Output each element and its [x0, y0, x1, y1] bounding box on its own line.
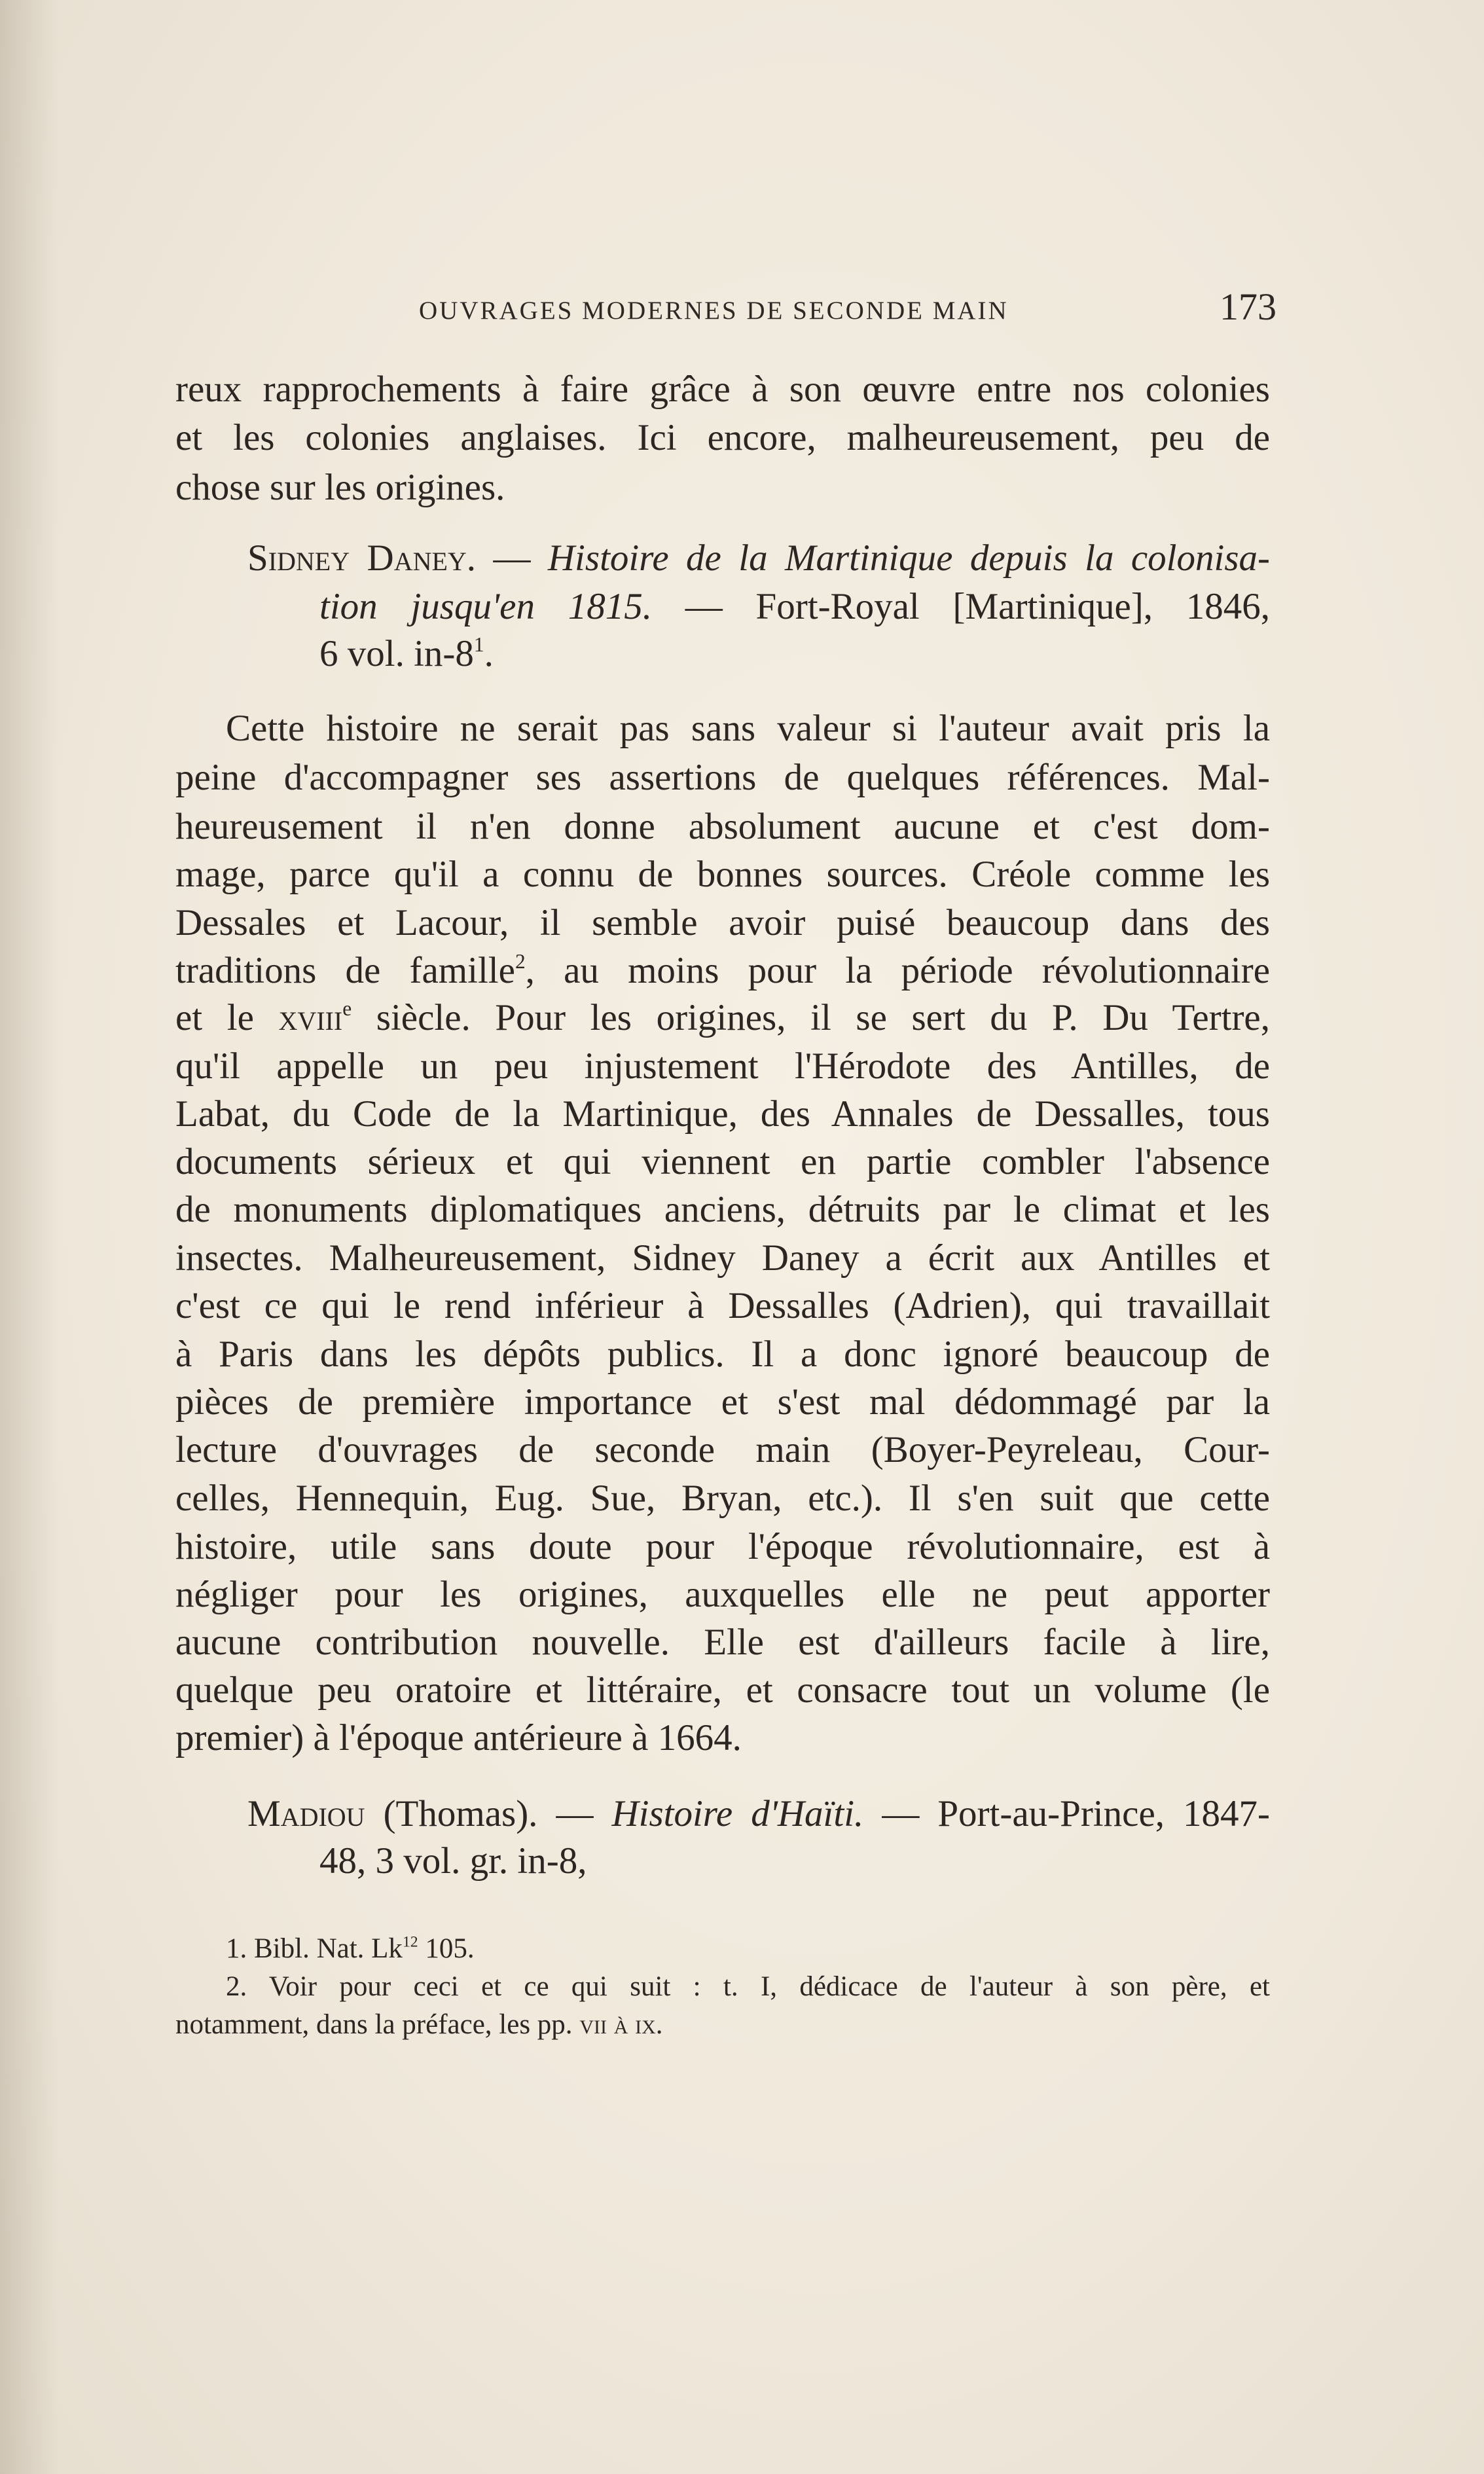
page-gutter-shadow	[0, 0, 59, 2474]
body-line-1: Cette histoire ne serait pas sans valeur si l'auteur avait pris la	[226, 708, 1270, 749]
bib-entry-daney-line-1	[247, 537, 1270, 579]
intro-line-3: chose sur les origines.	[175, 467, 505, 508]
entry-place: — Port-au-Prince, 1847-	[863, 1793, 1270, 1834]
roman-pages: vii à ix	[579, 2009, 656, 2040]
footnote-text: .	[655, 2009, 663, 2040]
entry-author-rest: (Thomas). —	[365, 1793, 612, 1834]
entry-dash: —	[476, 537, 548, 579]
body-line-6	[175, 949, 1270, 992]
entry-title-cont: tion jusqu'en 1815.	[319, 586, 652, 627]
intro-line-2: et les colonies anglaises. Ici encore, malheureusement, peu de	[175, 417, 1270, 458]
body-line-2: peine d'accompagner ses assertions de quelques références. Mal-	[175, 757, 1270, 798]
body-line-9: Labat, du Code de la Martinique, des Annales de Dessalles, tous	[175, 1093, 1270, 1135]
body-line-22: premier) à l'époque antérieure à 1664.	[175, 1717, 742, 1758]
bib-entry-daney-line-2	[319, 585, 1270, 628]
bib-entry-daney-line-3	[319, 632, 494, 675]
body-line-17: celles, Hennequin, Eug. Sue, Bryan, etc.). Il s'en suit que cette	[175, 1478, 1270, 1519]
footnote-sup: 12	[402, 1933, 418, 1951]
entry-title: Histoire d'Haïti.	[611, 1793, 864, 1834]
body-line-13: c'est ce qui le rend inférieur à Dessalles (Adrien), qui travaillait	[175, 1285, 1270, 1326]
footnote-number: 1.	[226, 1933, 247, 1964]
footnote-text: Bibl. Nat. Lk	[247, 1933, 403, 1964]
century-numeral: xviii	[278, 997, 343, 1038]
body-line-19: négliger pour les origines, auxquelles elle ne peut apporter	[175, 1574, 1270, 1615]
footnote-2-line-2	[175, 2009, 663, 2041]
body-line-16: lecture d'ouvrages de seconde main (Boyer-Peyreleau, Cour-	[175, 1429, 1270, 1470]
footnote-ref-1: 1	[473, 633, 484, 657]
ordinal-sup: e	[342, 997, 352, 1021]
body-text: traditions de famille	[175, 950, 515, 991]
entry-author: Madiou	[247, 1793, 365, 1834]
footnote-text: notamment, dans la préface, les pp.	[175, 2009, 580, 2040]
footnote-number: 2.	[226, 1971, 247, 2002]
footnote-2-line-1	[226, 1971, 1270, 2003]
intro-line-1: reux rapprochements à faire grâce à son œuvre entre nos colonies	[175, 369, 1270, 410]
body-line-21: quelque peu oratoire et littéraire, et consacre tout un volume (le	[175, 1669, 1270, 1711]
body-line-12: insectes. Malheureusement, Sidney Daney a écrit aux Antilles et	[175, 1237, 1270, 1279]
body-text: siècle. Pour les origines, il se sert du P. Du Tertre,	[352, 997, 1270, 1038]
footnote-text: Voir pour ceci et ce qui suit : t. I, dédicace de l'auteur à son père, et	[247, 1971, 1270, 2002]
body-line-7	[175, 996, 1270, 1039]
body-line-18: histoire, utile sans doute pour l'époque révolutionnaire, est à	[175, 1526, 1270, 1567]
body-line-5: Dessales et Lacour, il semble avoir puisé beaucoup dans des	[175, 902, 1270, 943]
body-line-8: qu'il appelle un peu injustement l'Hérodote des Antilles, de	[175, 1046, 1270, 1087]
body-line-20: aucune contribution nouvelle. Elle est d'ailleurs facile à lire,	[175, 1622, 1270, 1663]
running-head: OUVRAGES MODERNES DE SECONDE MAIN	[419, 297, 1009, 325]
body-text: et le	[175, 997, 279, 1038]
body-line-10: documents sérieux et qui viennent en partie combler l'absence	[175, 1141, 1270, 1182]
body-line-4: mage, parce qu'il a connu de bonnes sources. Créole comme les	[175, 854, 1270, 895]
bib-entry-madiou-line-2: 48, 3 vol. gr. in-8,	[319, 1840, 587, 1882]
entry-place: — Fort-Royal [Martinique], 1846,	[652, 586, 1271, 627]
entry-end: .	[484, 633, 494, 674]
body-line-14: à Paris dans les dépôts publics. Il a donc ignoré beaucoup de	[175, 1334, 1270, 1375]
footnote-ref-2: 2	[515, 950, 526, 973]
footnote-1	[226, 1933, 475, 1965]
page-number: 173	[1220, 285, 1276, 328]
body-line-15: pièces de première importance et s'est mal dédommagé par la	[175, 1381, 1270, 1423]
bib-entry-madiou-line-1	[247, 1792, 1270, 1835]
entry-author: Sidney Daney.	[247, 537, 477, 579]
body-line-11: de monuments diplomatiques anciens, détruits par le climat et les	[175, 1189, 1270, 1230]
footnote-text: 105.	[418, 1933, 475, 1964]
body-text: , au moins pour la période révolutionnaire	[525, 950, 1270, 991]
body-line-3: heureusement il n'en donne absolument aucune et c'est dom-	[175, 806, 1270, 847]
entry-title: Histoire de la Martinique depuis la colonisa-	[547, 537, 1271, 579]
entry-volumes: 6 vol. in-8	[319, 633, 474, 674]
